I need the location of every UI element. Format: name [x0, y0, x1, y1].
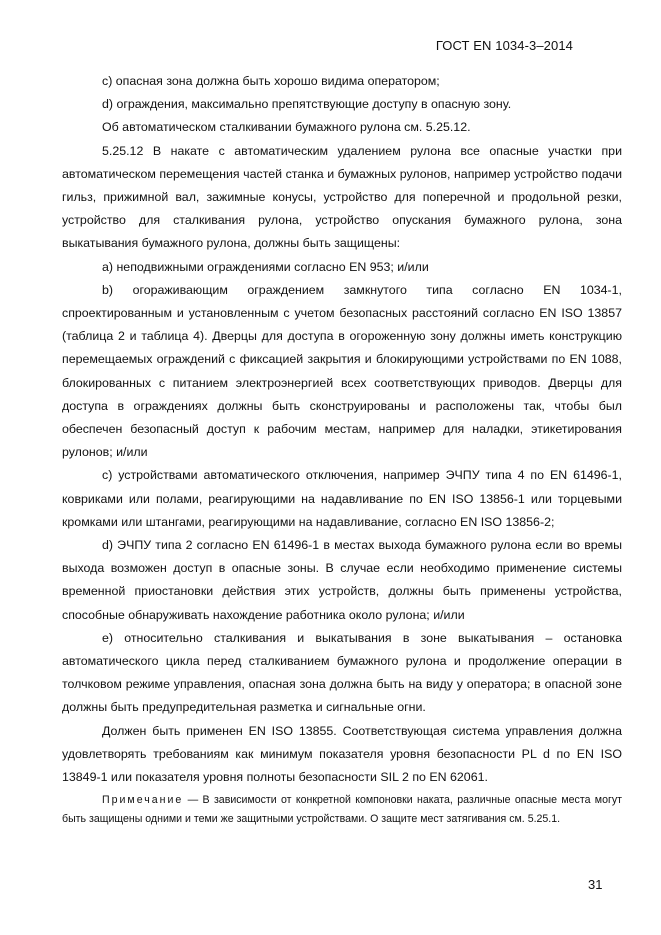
- body-text: [62, 70, 622, 828]
- page-number: 31: [588, 877, 603, 892]
- note-paragraph: [62, 791, 622, 828]
- list-item-d-guards: d) ограждения, максимально препятствующие доступу в опасную зону.: [102, 97, 512, 112]
- list-item-c-trip-devices: c) устройствами автоматического отключения, например ЭЧПУ типа 4 по EN 61496-1, ковриками или полами, реагирующими на надавливание по EN ISO 13856-1 или торцевыми кромками или штангами, реагирующими на надавливание, согласно EN ISO 13856-2;: [62, 468, 622, 529]
- control-system-paragraph: Должен быть применен EN ISO 13855. Соответствующая система управления должна удовлетворять требованиям как минимум показателя уровня безопасности PL d по EN ISO 13849-1 или показателя уровня полноты безопасности SIL 2 по EN 62061.: [62, 723, 622, 785]
- note-lead: Примечание: [102, 794, 184, 807]
- note-text: — В зависимости от конкретной компоновки наката, различные опасные места могут быть защищены одними и теми же защитными устройствами. О защите мест затягивания см. 5.25.1.: [62, 794, 622, 825]
- standard-header: ГОСТ EN 1034-3–2014: [435, 38, 573, 53]
- reference-paragraph: Об автоматическом сталкивании бумажного рулона см. 5.25.12.: [102, 120, 471, 135]
- list-item-b-enclosing-guard: b) огораживающим ограждением замкнутого типа согласно EN 1034-1, спроектированным и установленным с учетом безопасных расстояний согласно EN ISO 13857 (таблица 2 и таблица 4). Дверцы для доступа в огороженную зону должны иметь конструкцию перемещаемых ограждений с фиксацией закрытия и блокирующими устройствами по EN 1088, блокированных с питанием электроэнергией всех соответствующих приводов. Дверцы для доступа в ограждениях должны быть сконструированы и расположены так, чтобы был обеспечен безопасный доступ к рабочим местам, например для наладки, этикетирования рулонов; и/или: [62, 282, 622, 460]
- list-item-a-fixed-guards: a) неподвижными ограждениями согласно EN 953; и/или: [102, 259, 429, 274]
- list-item-e-ejection: e) относительно сталкивания и выкатывания в зоне выкатывания – остановка автоматического цикла перед сталкиванием бумажного рулона и продолжение операции в толчковом режиме управления, опасная зона должна быть на виду у оператора; в опасной зоне должны быть предупредительная разметка и сигнальные огни.: [62, 630, 622, 715]
- clause-5-25-12: 5.25.12 В накате с автоматическим удалением рулона все опасные участки при автоматическом перемещения частей станка и бумажных рулонов, например устройство подачи гильз, прижимной вал, зажимные конусы, устройство для поперечной и продольной резки, устройство для сталкивания рулона, устройство опускания бумажного рулона, зона выкатывания бумажного рулона, должны быть защищены:: [62, 143, 622, 251]
- list-item-c-visibility: c) опасная зона должна быть хорошо видима оператором;: [102, 74, 440, 88]
- list-item-d-espe: d) ЭЧПУ типа 2 согласно EN 61496-1 в местах выхода бумажного рулона если во времы выхода возможен доступ в опасные зоны. В случае если необходимо применение системы временной приостановки действия этих устройств, должны быть применены устройства, способные обнаруживать нахождение работника около рулона; и/или: [62, 538, 622, 622]
